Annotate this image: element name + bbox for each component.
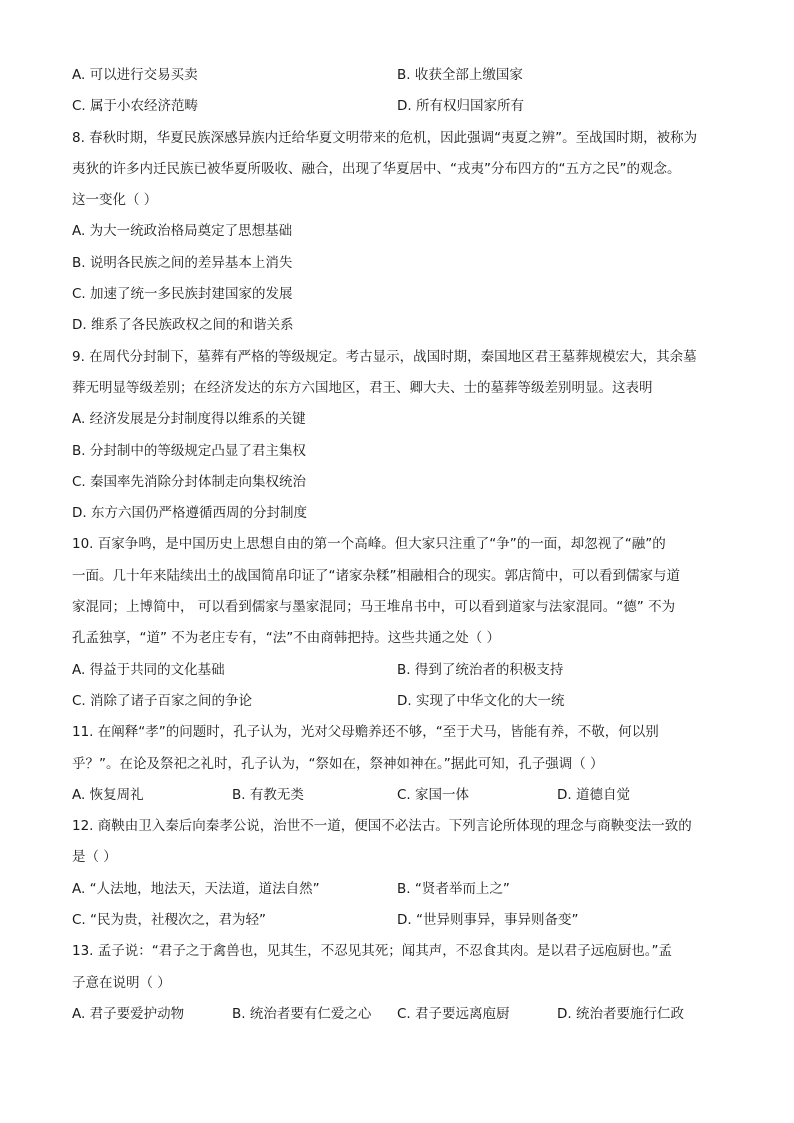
q13-options-row	[72, 999, 737, 1030]
q12-option-a[interactable]: A. “人法地，地法天，天法道，道法自然”	[72, 880, 320, 897]
q10-stem-line-1: 10. 百家争鸣，是中国历史上思想自由的第一个高峰。但大家只注重了“争”的一面，却忽视了“融”的	[72, 536, 666, 553]
q7-options-row-2	[72, 91, 737, 122]
q7-option-c[interactable]: C. 属于小农经济范畴	[72, 98, 199, 115]
q13-stem-line-2: 子意在说明（ ）	[72, 974, 171, 991]
q12-options-row-1	[72, 874, 737, 905]
q11-stem-line-2: 乎？”。在论及祭祀之礼时，孔子认为，“祭如在，祭神如神在。”据此可知，孔子强调（ ）	[72, 755, 604, 772]
q8-stem-line-2: 夷狄的许多内迁民族已被华夏所吸收、融合，出现了华夏居中、“戎夷”分布四方的“五方之民”的观念。	[72, 160, 681, 177]
q7-options-row-1	[72, 60, 737, 91]
q8-option-a[interactable]: A. 为大一统政治格局奠定了思想基础	[72, 223, 293, 240]
q13-option-d[interactable]: D. 统治者要施行仁政	[557, 1005, 684, 1022]
q7-option-b[interactable]: B. 收获全部上缴国家	[397, 67, 523, 83]
q11-option-c[interactable]: C. 家国一体	[397, 786, 470, 803]
q13-option-a[interactable]: A. 君子要爱护动物	[72, 1005, 185, 1022]
q9-option-b[interactable]: B. 分封制中的等级规定凸显了君主集权	[72, 442, 306, 459]
q12-stem-line-1: 12. 商鞅由卫入秦后向秦孝公说，治世不一道，便国不必法古。下列言论所体现的理念与商鞅变法一致的	[72, 818, 692, 835]
q13-option-c[interactable]: C. 君子要远离庖厨	[397, 1005, 510, 1022]
q7-option-a[interactable]: A. 可以进行交易买卖	[72, 67, 198, 83]
q12-option-b[interactable]: B. “贤者举而上之”	[397, 880, 510, 897]
q11-option-b[interactable]: B. 有教无类	[232, 786, 304, 803]
q10-stem-line-4: 孔孟独享，“道” 不为老庄专有，“法”不由商韩把持。这些共通之处（ ）	[72, 630, 501, 647]
q10-option-a[interactable]: A. 得益于共同的文化基础	[72, 661, 225, 678]
q9-option-c[interactable]: C. 秦国率先消除分封体制走向集权统治	[72, 473, 307, 490]
q10-option-c[interactable]: C. 消除了诸子百家之间的争论	[72, 692, 253, 709]
q13-option-b[interactable]: B. 统治者要有仁爱之心	[232, 1005, 372, 1022]
q9-stem-line-1: 9. 在周代分封制下，墓葬有严格的等级规定。考古显示，战国时期，秦国地区君王墓葬规模宏大，其余墓	[72, 348, 697, 365]
q12-option-d[interactable]: D. “世异则事异，事异则备变”	[397, 912, 579, 929]
q12-option-c[interactable]: C. “民为贵，社稷次之，君为轻”	[72, 912, 266, 929]
q12-options-row-2	[72, 905, 737, 936]
q11-options-row	[72, 780, 737, 811]
q10-option-b[interactable]: B. 得到了统治者的积极支持	[397, 661, 564, 678]
q11-option-a[interactable]: A. 恢复周礼	[72, 786, 144, 803]
q12-stem-line-2: 是（ ）	[72, 849, 117, 866]
q10-stem-line-2: 一面。几十年来陆续出土的战国简帛印证了“诸家杂糅”相融相合的现实。郭店简中，可以看到儒家与道	[72, 567, 680, 584]
q11-option-d[interactable]: D. 道德自觉	[557, 786, 630, 803]
q8-stem-line-3: 这一变化（ ）	[72, 192, 158, 209]
q9-option-d[interactable]: D. 东方六国仍严格遵循西周的分封制度	[72, 505, 307, 522]
q10-options-row-1	[72, 655, 737, 686]
q10-stem-line-3: 家混同；上博简中， 可以看到儒家与墨家混同；马王堆帛书中，可以看到道家与法家混同。“德” 不为	[72, 599, 676, 616]
q8-option-b[interactable]: B. 说明各民族之间的差异基本上消失	[72, 254, 293, 271]
q13-stem-line-1: 13. 孟子说：“君子之于禽兽也，见其生，不忍见其死；闻其声，不忍食其肉。是以君子远庖厨也。”孟	[72, 943, 672, 960]
q9-stem-line-2: 葬无明显等级差别；在经济发达的东方六国地区，君王、卿大夫、士的墓葬等级差别明显。这表明	[72, 379, 653, 396]
q8-option-d[interactable]: D. 维系了各民族政权之间的和谐关系	[72, 317, 294, 334]
q7-option-d[interactable]: D. 所有权归国家所有	[397, 98, 524, 115]
q9-option-a[interactable]: A. 经济发展是分封制度得以维系的关键	[72, 411, 306, 428]
q10-option-d[interactable]: D. 实现了中华文化的大一统	[397, 692, 565, 709]
exam-page	[72, 60, 737, 1030]
q10-options-row-2	[72, 686, 737, 717]
q11-stem-line-1: 11. 在阐释“孝”的问题时，孔子认为，光对父母赡养还不够，“至于犬马，皆能有养，不敬，何以别	[72, 724, 659, 741]
q8-option-c[interactable]: C. 加速了统一多民族封建国家的发展	[72, 286, 293, 303]
q8-stem-line-1: 8. 春秋时期，华夏民族深感异族内迁给华夏文明带来的危机，因此强调“夷夏之辨”。至战国时期，被称为	[72, 129, 698, 146]
